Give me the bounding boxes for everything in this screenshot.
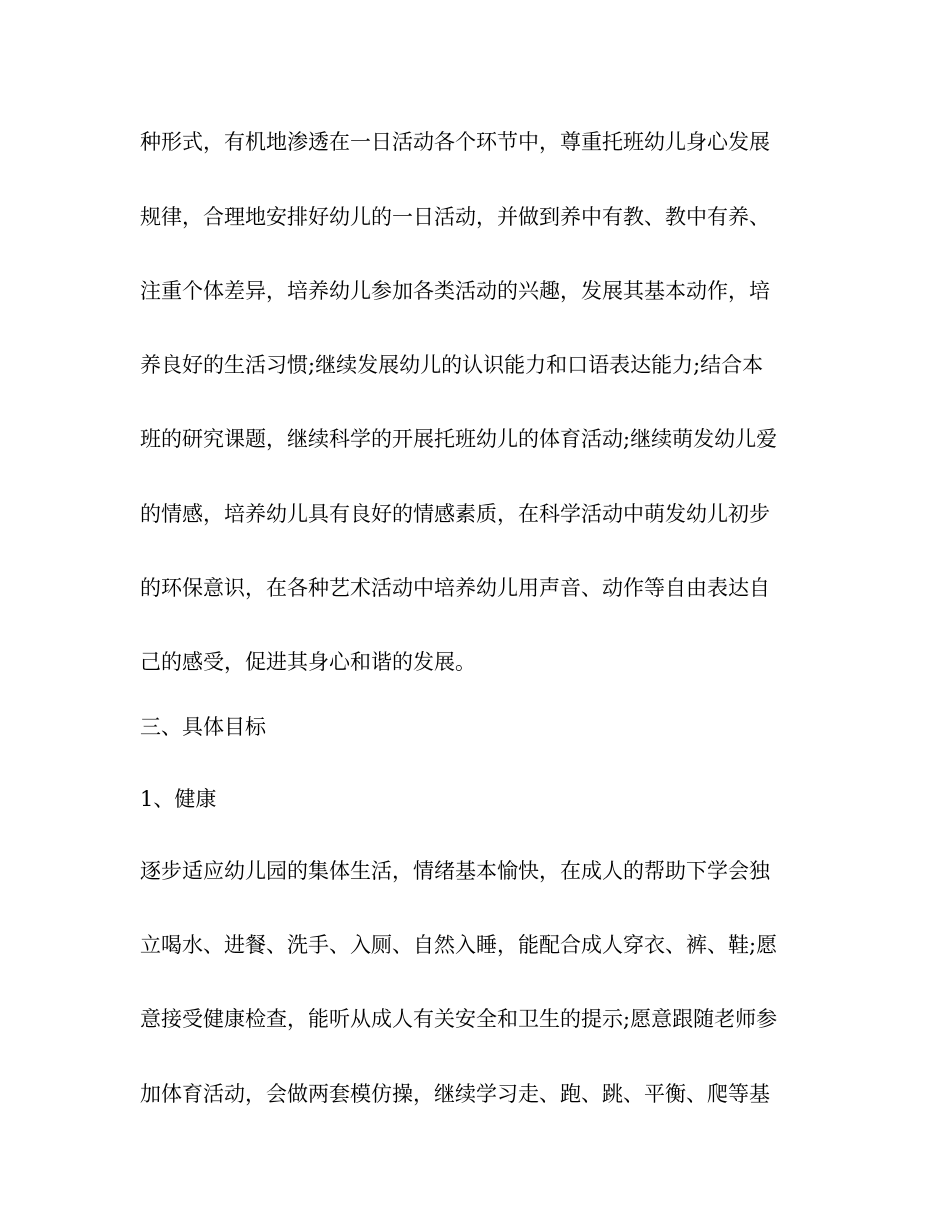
paragraph-line: 己的感受，促进其身心和谐的发展。: [140, 650, 476, 674]
paragraph-line: 的情感，培养幼儿具有良好的情感素质，在科学活动中萌发幼儿初步: [140, 502, 770, 526]
paragraph-line: 种形式，有机地渗透在一日活动各个环节中，尊重托班幼儿身心发展: [140, 130, 770, 154]
paragraph-line: 养良好的生活习惯;继续发展幼儿的认识能力和口语表达能力;结合本: [140, 353, 764, 377]
paragraph-line: 加体育活动，会做两套模仿操，继续学习走、跑、跳、平衡、爬等基: [140, 1082, 770, 1106]
paragraph-line: 逐步适应幼儿园的集体生活，情绪基本愉快，在成人的帮助下学会独: [140, 859, 770, 883]
section-heading: 三、具体目标: [140, 715, 266, 739]
paragraph-line: 立喝水、进餐、洗手、入厕、自然入睡，能配合成人穿衣、裤、鞋;愿: [140, 933, 778, 957]
paragraph-line: 规律，合理地安排好幼儿的一日活动，并做到养中有教、教中有养、: [140, 205, 770, 229]
paragraph-line: 注重个体差异，培养幼儿参加各类活动的兴趣，发展其基本动作，培: [140, 279, 770, 303]
paragraph-line: 的环保意识，在各种艺术活动中培养幼儿用声音、动作等自由表达自: [140, 576, 770, 600]
paragraph-line: 班的研究课题，继续科学的开展托班幼儿的体育活动;继续萌发幼儿爱: [140, 427, 778, 451]
subsection-heading: 1、健康: [140, 787, 217, 811]
paragraph-line: 意接受健康检查，能听从成人有关安全和卫生的提示;愿意跟随老师参: [140, 1007, 778, 1031]
